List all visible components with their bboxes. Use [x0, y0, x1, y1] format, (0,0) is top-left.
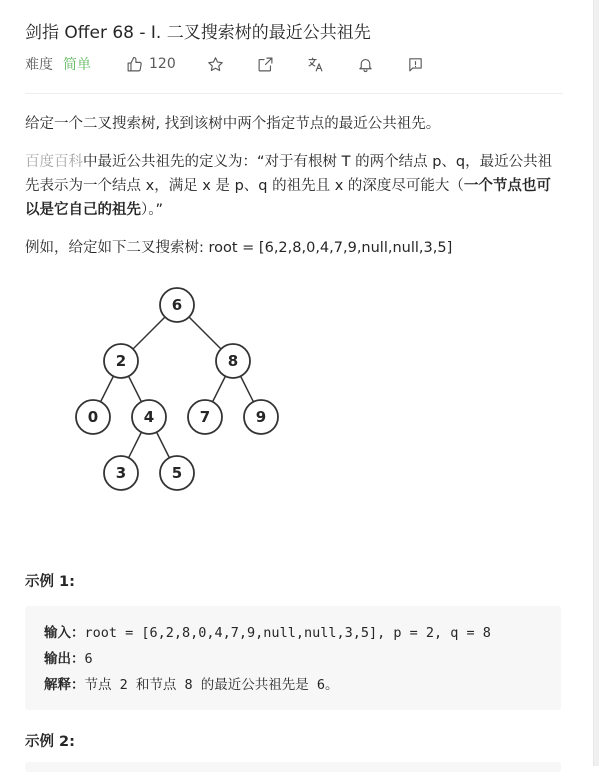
divider: [25, 93, 563, 94]
star-icon: [207, 56, 224, 73]
difficulty-label: 难度: [25, 57, 53, 73]
tree-example-intro: 例如，给定如下二叉搜索树: root = [6,2,8,0,4,7,9,null,null,3,5]: [25, 240, 453, 256]
translate-button[interactable]: [306, 54, 326, 74]
example-1-output-row: [44, 646, 561, 672]
tree-node-label-2: 2: [115, 352, 127, 370]
thumbs-up-icon: [126, 56, 143, 73]
definition-end-text: ）。”: [141, 202, 164, 218]
difficulty-badge: 简单: [63, 57, 91, 73]
example-1-explain-row: [44, 672, 561, 698]
example-1-input-row: [44, 620, 561, 646]
explain-label: 解释：: [44, 677, 85, 693]
definition-bold-text: 一个节点也可以是它自己的祖先: [25, 178, 551, 218]
share-button[interactable]: [256, 54, 276, 74]
binary-search-tree-diagram: [45, 280, 265, 495]
favorite-button[interactable]: [206, 54, 226, 74]
example-1-code-block: [25, 606, 561, 710]
input-label: 输入：: [44, 625, 85, 641]
feedback-button[interactable]: [406, 54, 426, 74]
tree-node-label-4: 4: [143, 408, 155, 426]
share-icon: [257, 56, 274, 73]
like-count: 120: [149, 56, 176, 72]
tree-node-label-3: 3: [115, 464, 127, 482]
scrollbar[interactable]: [593, 0, 599, 766]
definition-text: 中最近公共祖先的定义为：“对于有根树 T 的两个结点 p、q，最近公共祖先表示为一个结点 x，满足 x 是 p、q 的祖先且 x 的深度尽可能大（: [25, 154, 553, 194]
output-value: 6: [84, 651, 93, 667]
like-button[interactable]: [124, 54, 144, 74]
description-definition: [25, 150, 563, 222]
problem-title: 剑指 Offer 68 - I. 二叉搜索树的最近公共祖先: [25, 23, 371, 43]
problem-meta-bar: [25, 54, 426, 74]
baike-link[interactable]: 百度百科: [25, 154, 83, 170]
example-2-title: 示例 2:: [25, 734, 75, 750]
translate-icon: [307, 56, 324, 73]
description-intro: 给定一个二叉搜索树, 找到该树中两个指定节点的最近公共祖先。: [25, 116, 441, 132]
example-1-title: 示例 1:: [25, 574, 75, 590]
input-value: root = [6,2,8,0,4,7,9,null,null,3,5], p = 2, q = 8: [84, 625, 491, 641]
tree-node-label-0: 0: [87, 408, 99, 426]
tree-node-label-6: 6: [171, 296, 183, 314]
bell-icon: [357, 56, 374, 73]
feedback-icon: [407, 56, 424, 73]
output-label: 输出：: [44, 651, 85, 667]
example-2-code-block: [25, 762, 561, 772]
explain-value: 节点 2 和节点 8 的最近公共祖先是 6。: [84, 677, 339, 693]
subscribe-button[interactable]: [356, 54, 376, 74]
tree-node-label-7: 7: [199, 408, 211, 426]
tree-node-label-5: 5: [171, 464, 183, 482]
tree-node-label-9: 9: [255, 408, 267, 426]
tree-node-label-8: 8: [227, 352, 239, 370]
